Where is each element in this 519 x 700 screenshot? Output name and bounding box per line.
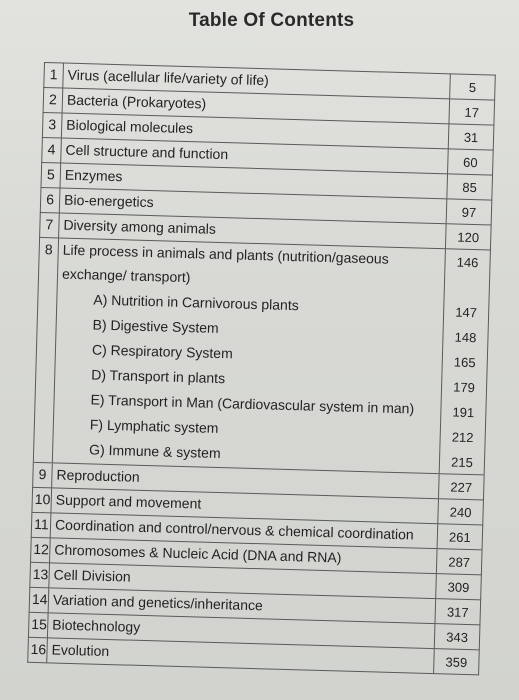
chapter-number	[38, 262, 58, 288]
chapter-title: Cell Division	[49, 563, 437, 599]
page-number: 97	[446, 199, 492, 225]
chapter-title: Reproduction	[52, 463, 440, 499]
chapter-title: Variation and genetics/inheritance	[48, 588, 436, 624]
chapter-number: 10	[32, 487, 52, 513]
chapter-number	[38, 287, 58, 313]
page-number: 287	[436, 549, 482, 575]
page-number: 359	[434, 649, 480, 675]
section-title: C) Respiratory System	[55, 337, 443, 373]
contents-table-wrapper	[26, 62, 495, 700]
chapter-title: Bio-energetics	[59, 188, 447, 224]
page-number: 227	[438, 474, 484, 500]
chapter-number: 5	[41, 162, 61, 188]
page-number: 5	[450, 74, 496, 100]
chapter-title: Coordination and control/nervous & chemical coordination	[50, 513, 438, 549]
chapter-number: 13	[30, 562, 50, 588]
chapter-title: Evolution	[47, 638, 435, 674]
chapter-title: Biological molecules	[61, 113, 449, 149]
page-number: 120	[445, 224, 491, 250]
page-number: 85	[447, 174, 493, 200]
chapter-title: exchange/ transport)	[57, 262, 445, 298]
chapter-number: 12	[31, 537, 51, 563]
chapter-number	[33, 437, 53, 463]
section-title: F) Lymphatic system	[53, 412, 441, 448]
page-number: 309	[436, 574, 482, 600]
page-number: 191	[441, 398, 487, 424]
page-number: 17	[449, 99, 495, 125]
chapter-title: Enzymes	[60, 163, 448, 199]
page-number: 343	[434, 624, 480, 650]
page-number: 215	[439, 448, 485, 475]
chapter-number: 4	[42, 137, 62, 163]
page-number: 165	[442, 348, 488, 374]
chapter-number	[35, 362, 55, 388]
chapter-title: Support and movement	[51, 488, 439, 524]
page-number: 261	[437, 524, 483, 550]
page-title: Table Of Contents	[188, 10, 355, 31]
chapter-number: 2	[43, 88, 63, 114]
chapter-title: Cell structure and function	[61, 138, 449, 174]
chapter-number: 11	[31, 512, 51, 538]
chapter-number: 6	[40, 187, 60, 213]
chapter-title: Diversity among animals	[59, 213, 447, 249]
page-number: 212	[440, 423, 486, 449]
page-number: 240	[438, 499, 484, 525]
chapter-number	[34, 412, 54, 438]
page-number: 147	[443, 298, 489, 324]
section-title: D) Transport in plants	[54, 362, 442, 398]
chapter-number: 16	[28, 637, 48, 663]
chapter-number	[35, 387, 55, 413]
section-title: G) Immune & system	[52, 437, 440, 473]
section-title: A) Nutrition in Carnivorous plants	[57, 287, 445, 323]
page-number: 148	[443, 323, 489, 349]
page-number	[444, 273, 490, 299]
chapter-title: Chromosomes & Nucleic Acid (DNA and RNA)	[50, 538, 438, 574]
chapter-number: 8	[39, 237, 59, 262]
page-number: 317	[435, 599, 481, 625]
chapter-number: 9	[33, 462, 53, 488]
chapter-number: 15	[28, 612, 48, 638]
chapter-title: Bacteria (Prokaryotes)	[62, 88, 450, 124]
page-number: 60	[448, 149, 494, 175]
chapter-number: 3	[42, 112, 62, 138]
chapter-number	[37, 312, 57, 338]
chapter-number: 7	[40, 212, 60, 238]
page-number: 179	[441, 373, 487, 399]
chapter-title: Virus (acellular life/variety of life)	[63, 63, 451, 99]
chapter-title: Life process in animals and plants (nutrition/gaseous	[58, 238, 446, 273]
chapter-number: 14	[29, 587, 49, 613]
chapter-number: 1	[44, 63, 64, 89]
page-number: 31	[448, 124, 494, 150]
section-title: E) Transport in Man (Cardiovascular system in man)	[54, 387, 442, 423]
section-title: B) Digestive System	[56, 312, 444, 348]
chapter-number	[36, 337, 56, 363]
chapter-title: Biotechnology	[47, 613, 435, 649]
contents-table	[27, 62, 496, 675]
page-number: 146	[445, 249, 491, 275]
